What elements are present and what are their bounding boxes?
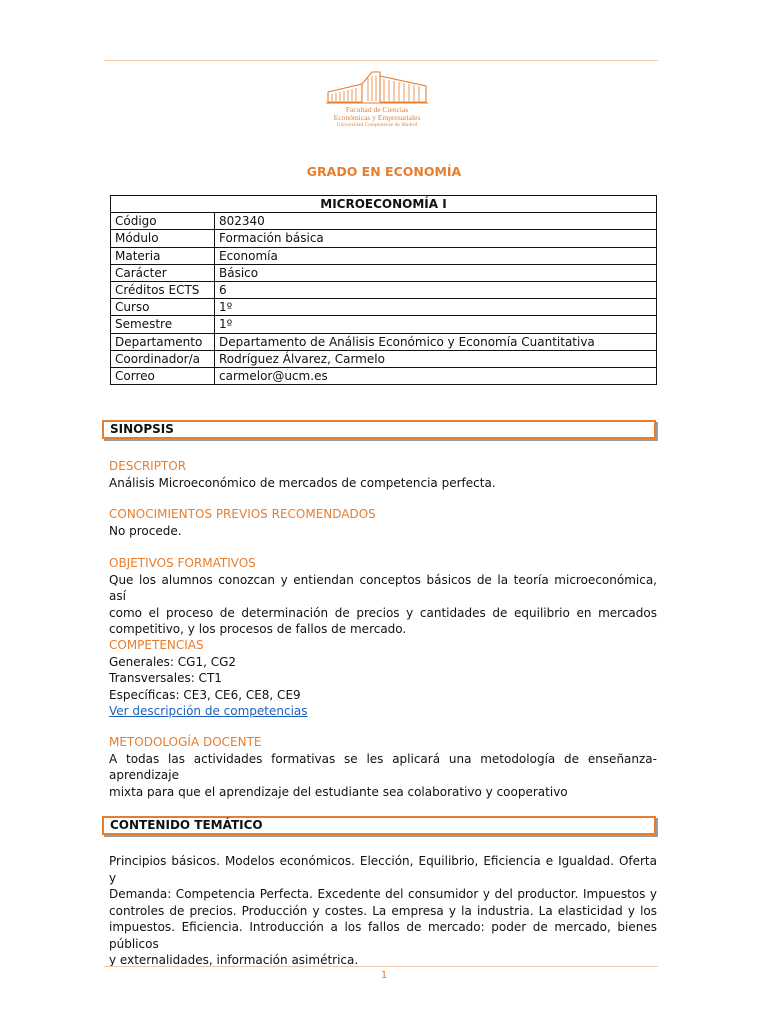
- row-value: 802340: [215, 213, 657, 230]
- row-label: Créditos ECTS: [111, 281, 215, 298]
- row-value: Rodríguez Álvarez, Carmelo: [215, 350, 657, 367]
- row-label: Coordinador/a: [111, 350, 215, 367]
- metodologia-heading: METODOLOGÍA DOCENTE: [109, 735, 262, 749]
- row-value: 1º: [215, 299, 657, 316]
- contenido-line: impuestos. Eficiencia. Introducción a los fallos de mercado: poder de mercado, bienes públicos: [109, 920, 657, 951]
- row-label: Curso: [111, 299, 215, 316]
- competencias-link[interactable]: Ver descripción de competencias: [109, 704, 308, 718]
- row-label: Semestre: [111, 316, 215, 333]
- section-sinopsis-title: SINOPSIS: [102, 420, 656, 439]
- document-title: GRADO EN ECONOMÍA: [306, 164, 462, 179]
- competencias-transversales: Transversales: CT1: [109, 671, 222, 685]
- table-row: [111, 316, 657, 333]
- row-value: Departamento de Análisis Económico y Economía Cuantitativa: [215, 333, 657, 350]
- objetivos-heading: OBJETIVOS FORMATIVOS: [109, 556, 256, 570]
- footer-rule: [104, 966, 658, 967]
- objetivos-line: competitivo, y los procesos de fallos de mercado.: [109, 622, 407, 636]
- page-number: 1: [380, 970, 388, 981]
- contenido-block: [109, 853, 657, 969]
- table-row: [111, 230, 657, 247]
- objetivos-block: [109, 555, 657, 638]
- conocimientos-block: [109, 506, 657, 539]
- contenido-line: Principios básicos. Modelos económicos. Elección, Equilibrio, Eficiencia e Igualdad. Oferta y: [109, 854, 657, 885]
- row-value: 1º: [215, 316, 657, 333]
- row-value: Formación básica: [215, 230, 657, 247]
- row-label: Módulo: [111, 230, 215, 247]
- course-info-table: [110, 195, 657, 385]
- logo-line-1: Facultad de Ciencias: [345, 105, 409, 114]
- row-label: Materia: [111, 247, 215, 264]
- table-row: [111, 299, 657, 316]
- building-icon: [322, 70, 432, 106]
- logo-line-3: Universidad Complutense de Madrid: [336, 123, 418, 128]
- row-value: Básico: [215, 264, 657, 281]
- row-value: carmelor@ucm.es: [215, 367, 657, 384]
- descriptor-text: Análisis Microeconómico de mercados de competencia perfecta.: [109, 475, 496, 490]
- objetivos-line: como el proceso de determinación de precios y cantidades de equilibrio en mercados: [109, 605, 657, 620]
- descriptor-heading: DESCRIPTOR: [109, 459, 187, 473]
- logo-line-2: Económicas y Empresariales: [333, 113, 421, 122]
- table-row: [111, 367, 657, 384]
- faculty-logo: [322, 70, 432, 134]
- descriptor-block: [109, 458, 657, 491]
- course-name: MICROECONOMÍA I: [111, 196, 657, 213]
- contenido-line: controles de precios. Producción y costes. La empresa y la industria. La elasticidad y los: [109, 903, 657, 918]
- row-label: Departamento: [111, 333, 215, 350]
- table-row: [111, 333, 657, 350]
- conocimientos-text: No procede.: [109, 523, 182, 538]
- contenido-line: Demanda: Competencia Perfecta. Excedente del consumidor y del productor. Impuestos y: [109, 887, 657, 901]
- header-rule: [104, 60, 658, 61]
- row-value: 6: [215, 281, 657, 298]
- row-label: Código: [111, 213, 215, 230]
- table-row: [111, 247, 657, 264]
- contenido-line: y externalidades, información asimétrica.: [109, 953, 359, 967]
- table-row: [111, 350, 657, 367]
- row-label: Correo: [111, 367, 215, 384]
- competencias-block: [109, 637, 657, 720]
- competencias-especificas: Específicas: CE3, CE6, CE8, CE9: [109, 687, 301, 702]
- competencias-generales: Generales: CG1, CG2: [109, 654, 237, 669]
- metodologia-line: A todas las actividades formativas se les aplicará una metodología de enseñanza-aprendizaje: [109, 751, 657, 782]
- row-label: Carácter: [111, 264, 215, 281]
- section-contenido-title: CONTENIDO TEMÁTICO: [102, 816, 656, 835]
- conocimientos-heading: CONOCIMIENTOS PREVIOS RECOMENDADOS: [109, 507, 376, 521]
- metodologia-block: [109, 734, 657, 800]
- table-row: [111, 213, 657, 230]
- row-value: Economía: [215, 247, 657, 264]
- table-row: [111, 264, 657, 281]
- metodologia-line: mixta para que el aprendizaje del estudiante sea colaborativo y cooperativo: [109, 784, 568, 799]
- objetivos-line: Que los alumnos conozcan y entiendan conceptos básicos de la teoría microeconómica, así: [109, 572, 657, 603]
- competencias-heading: COMPETENCIAS: [109, 638, 204, 652]
- table-row: [111, 281, 657, 298]
